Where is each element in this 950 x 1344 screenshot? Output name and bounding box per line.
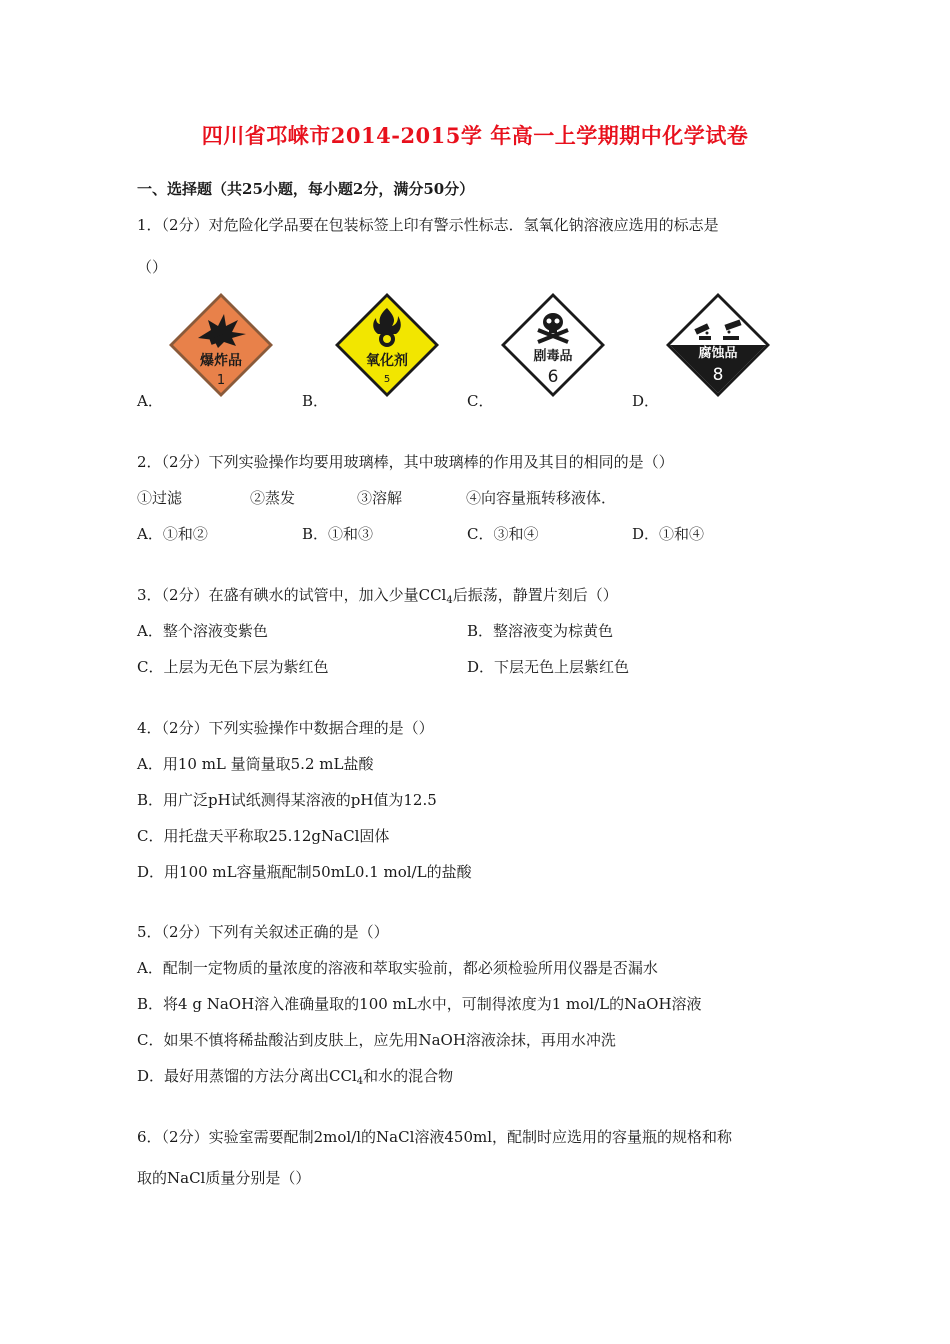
sign-number-explosive: 1 [216,373,226,388]
question-6-stem: 6．（2分）实验室需要配制2mol/l的NaCl溶液450ml，配制时应选用的容量瓶的规格和称 [137,1128,733,1146]
question-1-option-a: A． [137,392,163,410]
question-2-stem: 2．（2分）下列实验操作均要用玻璃棒，其中玻璃棒的作用及其目的相同的是（） [137,453,674,471]
question-5-option-d-part2: 和水的混合物 [363,1067,454,1085]
question-4-option-b: B．用广泛pH试纸测得某溶液的pH值为12.5 [137,791,437,809]
question-3-option-b: B．整溶液变为棕黄色 [467,622,614,640]
question-5-option-d [137,1065,453,1087]
question-3-stem-part1: 3．（2分）在盛有碘水的试管中，加入少量CCl [137,586,447,604]
question-5-option-d-subscript: 4 [356,1076,364,1087]
question-1-option-d: D． [632,392,660,410]
question-3-stem [137,584,618,606]
question-4-option-d: D．用100 mL容量瓶配制50mL0.1 mol/L的盐酸 [137,863,472,881]
sign-text-oxidizer: 氧化剂 [366,353,408,369]
question-2-item-4: ④向容量瓶转移液体． [466,489,617,507]
question-5-option-a: A．配制一定物质的量浓度的溶液和萃取实验前，都必须检验所用仪器是否漏水 [137,959,658,977]
sign-number-toxic: 6 [547,367,559,387]
question-5-option-b: B．将4 g NaOH溶入准确量取的100 mL水中，可制得浓度为1 mol/L的NaOH溶液 [137,995,702,1013]
page-title: 四川省邛崃市2014-2015学 年高一上学期期中化学试卷 [201,123,749,148]
question-2-option-a: A．①和② [137,525,208,543]
section-heading: 一、选择题（共25小题，每小题2分，满分50分） [137,180,475,198]
explosive-sign [166,290,276,400]
corrosive-sign [663,290,773,400]
question-3-option-d: D．下层无色上层紫红色 [467,658,630,676]
sign-number-corrosive: 8 [712,365,724,385]
question-2-item-1: ①过滤 [137,489,183,507]
sign-text-toxic: 剧毒品 [533,349,573,364]
question-6-stem-line2: 取的NaCl质量分别是（） [137,1169,311,1187]
question-5-option-d-part1: D．最好用蒸馏的方法分离出CCl [137,1067,357,1085]
question-2-option-c: C．③和④ [467,525,539,543]
toxic-sign [498,290,608,400]
sign-text-corrosive: 腐蚀品 [698,346,738,361]
question-3-option-c: C．上层为无色下层为紫红色 [137,658,329,676]
question-1-paren: （） [137,258,168,276]
question-5-stem: 5．（2分）下列有关叙述正确的是（） [137,923,389,941]
question-2-option-b: B．①和③ [302,525,374,543]
question-3-option-a: A．整个溶液变紫色 [137,622,268,640]
question-1-option-c: C． [467,392,494,410]
question-5-option-c: C．如果不慎将稀盐酸沾到皮肤上，应先用NaOH溶液涂抹，再用水冲洗 [137,1031,616,1049]
question-4-stem: 4．（2分）下列实验操作中数据合理的是（） [137,719,434,737]
question-1-option-b: B． [302,392,329,410]
question-2-item-2: ②蒸发 [250,489,296,507]
question-1-stem: 1．（2分）对危险化学品要在包装标签上印有警示性标志．氢氧化钠溶液应选用的标志是 [137,216,719,234]
question-3-stem-part2: 后振荡，静置片刻后（） [452,586,618,604]
question-3-stem-subscript: 4 [446,595,453,606]
oxidizer-sign [332,290,442,400]
question-2-item-3: ③溶解 [357,489,403,507]
question-2-option-d: D．①和④ [632,525,705,543]
sign-number-oxidizer: 5 [383,374,391,385]
question-4-option-a: A．用10 mL 量筒量取5.2 mL盐酸 [137,755,374,773]
sign-text-explosive: 爆炸品 [200,353,242,369]
question-4-option-c: C．用托盘天平称取25.12gNaCl固体 [137,827,390,845]
